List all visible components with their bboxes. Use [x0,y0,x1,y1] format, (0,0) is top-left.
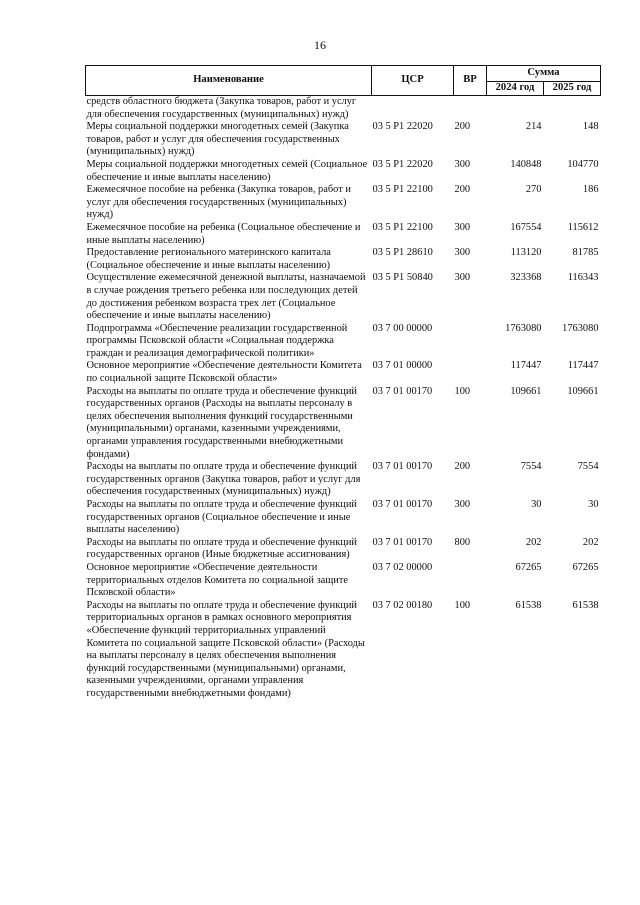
row-name: Подпрограмма «Обеспечение реализации государственной программы Псковской области «Социальная поддержка граждан и реализация демографической политики» [86,322,348,359]
table-row [86,360,601,385]
row-name: Основное мероприятие «Обеспечение деятельности Комитета по социальной защите Псковской области» [86,360,362,385]
row-vr: 300 [454,247,471,259]
table-row [86,499,601,537]
row-sum-2024: 67265 [515,561,542,573]
header-vr: ВР [454,66,487,96]
row-sum-2025: 116343 [567,272,599,284]
table-row [86,222,601,247]
row-sum-2025: 115612 [567,221,599,233]
row-sum-2024 [487,96,544,122]
row-vr: 100 [454,385,471,397]
row-sum-2024: 214 [525,121,542,133]
header-sum: Сумма [487,66,601,82]
header-2025: 2025 год [544,82,601,96]
row-sum-2025: 67265 [572,561,599,573]
row-sum-2024: 61538 [515,599,542,611]
page-number: 16 [314,38,326,52]
row-sum-2024: 7554 [520,461,542,473]
row-name: Меры социальной поддержки многодетных семей (Социальное обеспечение и иные выплаты населению) [86,158,368,183]
row-name: Расходы на выплаты по оплате труда и обеспечение функций государственных органов (Иные бюджетные ассигнования) [86,536,357,561]
table-row [86,184,601,222]
row-name: средств областного бюджета (Закупка товаров, работ и услуг для обеспечения государственных (муниципальных) нужд) [86,96,357,120]
row-sum-2024: 202 [525,536,542,548]
row-sum-2024: 117447 [510,360,542,372]
row-vr: 300 [454,221,471,233]
row-name: Предоставление регионального материнского капитала (Социальное обеспечение и иные выплаты населению) [86,247,331,271]
row-csr: 03 5 Р1 22020 [372,158,433,170]
row-sum-2025 [544,96,601,122]
row-name: Меры социальной поддержки многодетных семей (Закупка товаров, работ и услуг для обеспечения государственных (муниципальных) нужд) [86,121,349,158]
row-name: Расходы на выплаты по оплате труда и обеспечение функций государственных органов (Социальное обеспечение и иные выплаты населению) [86,499,357,536]
row-vr: 200 [454,184,471,196]
row-sum-2025: 1763080 [562,322,599,334]
row-vr [454,562,487,600]
table-row [86,247,601,272]
row-vr: 100 [454,599,471,611]
row-sum-2024: 323368 [510,272,542,284]
row-csr: 03 7 00 00000 [372,322,433,334]
row-vr [454,96,487,122]
row-sum-2025: 104770 [567,158,599,170]
header-name: Наименование [86,66,372,96]
row-vr [454,360,487,385]
row-sum-2025: 61538 [572,599,599,611]
table-row [86,121,601,159]
row-csr: 03 5 Р1 22100 [372,184,433,196]
row-name: Основное мероприятие «Обеспечение деятельности территориальных отделов Комитета по социальной защите Псковской области» [86,561,348,599]
table-row [86,386,601,462]
row-csr: 03 7 01 00170 [372,499,433,510]
row-name: Ежемесячное пособие на ребенка (Социальное обеспечение и иные выплаты населению) [86,221,361,246]
table-row [86,96,601,122]
row-sum-2025: 186 [582,184,599,196]
row-vr: 300 [454,272,471,284]
header-csr: ЦСР [372,66,454,96]
table-row [86,600,601,701]
row-name: Ежемесячное пособие на ребенка (Закупка товаров, работ и услуг для обеспечения государственных (муниципальных) нужд) [86,184,351,221]
row-sum-2024: 270 [525,184,542,196]
row-csr: 03 7 02 00180 [372,599,433,611]
table-row [86,562,601,600]
row-csr: 03 7 01 00000 [372,360,433,372]
row-sum-2025: 202 [582,536,599,548]
table-header [86,66,601,96]
row-name: Расходы на выплаты по оплате труда и обеспечение функций территориальных органов в рамках основного мероприятия «Обеспечение функций территориальных управлений Комитета по социальной защите Псковской области» (Расходы на выплаты персоналу в целях обеспечения выполнения функций государственными (муниципальными) органами, казенными учреждениями, органами управления государственными внебюджетными фондами) [86,599,365,699]
table-row [86,537,601,562]
row-csr: 03 5 Р1 22020 [372,121,433,133]
row-vr: 300 [454,158,471,170]
row-sum-2024: 1763080 [505,322,542,334]
row-vr: 200 [454,461,471,473]
row-csr: 03 5 Р1 28610 [372,247,433,259]
row-sum-2025: 148 [582,121,599,133]
row-csr: 03 7 02 00000 [372,561,433,573]
row-csr: 03 7 01 00170 [372,385,433,397]
row-csr: 03 5 Р1 22100 [372,221,433,233]
table-body [86,96,601,701]
row-sum-2025: 109661 [567,385,599,397]
row-sum-2025: 7554 [577,461,599,473]
row-name: Расходы на выплаты по оплате труда и обеспечение функций государственных органов (Закупка товаров, работ и услуг для обеспечения государственных (муниципальных) нужд) [86,461,361,498]
row-csr [372,96,454,122]
header-2024: 2024 год [487,82,544,96]
row-sum-2025: 30 [588,499,599,510]
row-sum-2024: 30 [531,499,542,510]
table-row [86,461,601,499]
row-name: Осуществление ежемесячной денежной выплаты, назначаемой в случае рождения третьего ребенка или последующих детей до достижения ребенком возраста трех лет (Социальное обеспечение и иные выплаты населению) [86,272,366,322]
row-csr: 03 7 01 00170 [372,461,433,473]
row-sum-2024: 109661 [510,385,542,397]
budget-table [85,65,601,701]
row-sum-2024: 140848 [510,158,542,170]
row-vr: 200 [454,121,471,133]
table-row [86,323,601,361]
row-csr: 03 7 01 00170 [372,536,433,548]
row-sum-2025: 117447 [567,360,599,372]
row-vr [454,323,487,361]
row-sum-2025: 81785 [572,247,599,259]
row-vr: 300 [454,499,471,510]
row-sum-2024: 167554 [510,221,542,233]
row-name: Расходы на выплаты по оплате труда и обеспечение функций государственных органов (Расходы на выплаты персоналу в целях обеспечения выполнения функций государственными (муниципальными) органами, казенными учреждениями, органами управления государственными внебюджетными фондами) [86,385,357,460]
row-sum-2024: 113120 [510,247,542,259]
table-row [86,159,601,184]
row-csr: 03 5 Р1 50840 [372,272,433,284]
row-vr: 800 [454,536,471,548]
table-row [86,272,601,322]
